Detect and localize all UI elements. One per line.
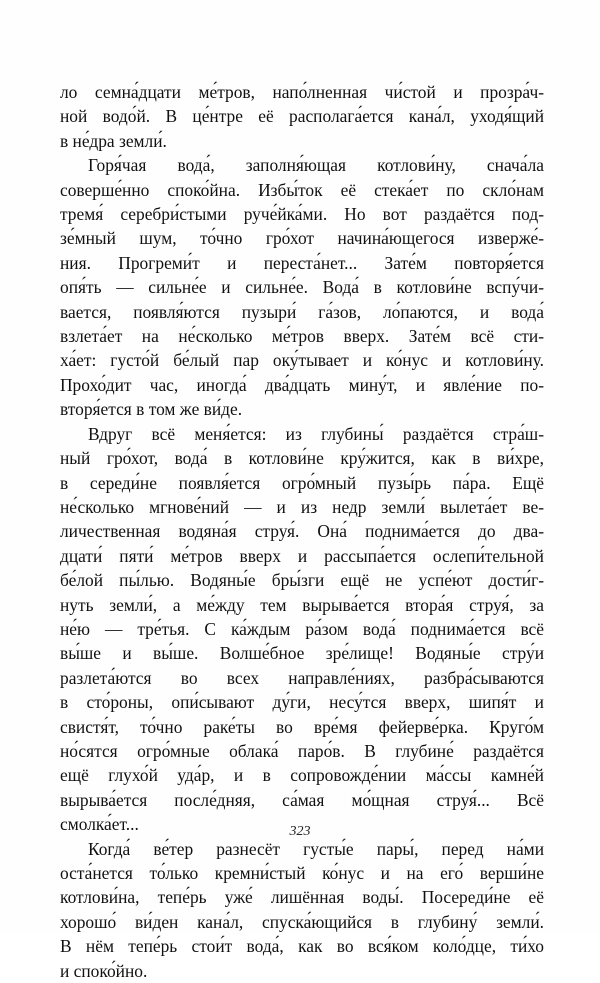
text-line: вторя́ется в том же ви́де. xyxy=(60,399,243,420)
text-line: ной водо́й. В це́нтре её располага́ется кана́л, уходя́щий xyxy=(60,106,544,127)
text-line: вы́ше и вы́ше. Волше́бное зре́лище! Водяны́е стру́и xyxy=(60,643,544,664)
text-line: смолка́ет... xyxy=(60,814,139,835)
text-line: вырыва́ется после́дняя, са́мая мо́щная струя́... Всё xyxy=(60,789,544,810)
text-line: личественная водяна́я струя́. Она́ поднима́ется до два- xyxy=(60,521,544,542)
text-line: нуть земли́, а ме́жду тем вырыва́ется втора́я струя́, за xyxy=(60,594,544,615)
text-line: зе́мный шум, то́чно гро́хот начина́ющегося изверже́- xyxy=(60,228,544,249)
text-line: оста́нется то́лько кремни́стый ко́нус и на его́ верши́не xyxy=(60,863,544,883)
text-line: ный гро́хот, вода́ в котлови́не кру́жится, как в ви́хре, xyxy=(60,448,544,469)
text-line: в не́дра земли́. xyxy=(60,130,167,151)
text-line: не́сколько мгнове́ний — и из недр земли́ вылета́ет ве- xyxy=(60,496,544,517)
text-line: вается, появля́ются пузыри́ га́зов, ло́паются, и вода́ xyxy=(60,301,544,322)
text-line: хорошо́ ви́ден кана́л, спуска́ющийся в глубину́ земли́. xyxy=(60,911,544,932)
paragraph xyxy=(60,837,544,983)
paragraph xyxy=(60,80,544,153)
paragraph xyxy=(60,153,544,421)
page-number: 323 xyxy=(289,824,311,839)
text-line: бе́лой пы́лью. Водяны́е бры́зги ещё не успе́ют дости́г- xyxy=(60,570,544,591)
text-line: но́сятся огро́мные облака́ паро́в. В глубине́ раздаётся xyxy=(60,740,544,761)
text-line: Вдруг всё меня́ется: из глубины́ раздаётся стра́ш- xyxy=(88,423,544,444)
text-line: и споко́йно. xyxy=(60,960,148,981)
paragraph xyxy=(60,422,544,837)
body-text xyxy=(60,80,544,983)
text-line: свистя́т, то́чно раке́ты во вре́мя фейерве́рка. Круго́м xyxy=(60,716,544,737)
text-line: Горя́чая вода́, заполня́ющая котлови́ну, снача́ла xyxy=(88,155,544,176)
text-line: В нём тепе́рь стои́т вода́, как во вся́ком коло́дце, ти́хо xyxy=(60,936,544,957)
text-line: ния. Прогреми́т и переста́нет... Зате́м повторя́ется xyxy=(60,252,544,273)
text-line: Прохо́дит час, иногда́ два́дцать мину́т, и явле́ние по- xyxy=(60,374,544,395)
text-line: ещё глухо́й уда́р, и в сопровожде́нии ма́ссы камне́й xyxy=(60,765,544,786)
text-line: не́ю — тре́тья. С ка́ждым ра́зом вода́ поднима́ется всё xyxy=(60,618,544,639)
text-line: дцати́ пяти́ ме́тров вверх и рассыпа́ется ослепи́тельной xyxy=(60,545,544,566)
text-line: Когда́ ве́тер разнесёт густы́е пары́, перед на́ми xyxy=(88,838,544,859)
text-line: в сто́роны, опи́сывают ду́ги, несу́тся вверх, шипя́т и xyxy=(60,692,544,713)
text-line: ло семна́дцати ме́тров, напо́лненная чи́стой и прозра́ч- xyxy=(60,82,544,102)
text-line: тремя́ серебри́стыми руче́йка́ми. Но вот раздаётся под- xyxy=(60,204,544,225)
text-line: ха́ет: густо́й бе́лый пар оку́тывает и ко́нус и котлови́ну. xyxy=(60,350,544,371)
text-line: взлета́ет на не́сколько ме́тров вверх. Зате́м всё сти- xyxy=(60,326,544,347)
text-line: соверше́нно споко́йна. Избы́ток её стека́ет по скло́нам xyxy=(60,179,544,200)
text-line: опя́ть — сильне́е и сильне́е. Вода́ в котлови́не вспу́чи- xyxy=(60,277,544,298)
text-line: разлета́ются во всех направле́ниях, разбра́сываются xyxy=(60,667,544,688)
text-line: котлови́на, тепе́рь уже́ лишённая воды́. Посереди́не её xyxy=(60,887,544,908)
text-line: в середи́не появля́ется огро́мный пузы́рь па́ра. Ещё xyxy=(60,472,544,493)
